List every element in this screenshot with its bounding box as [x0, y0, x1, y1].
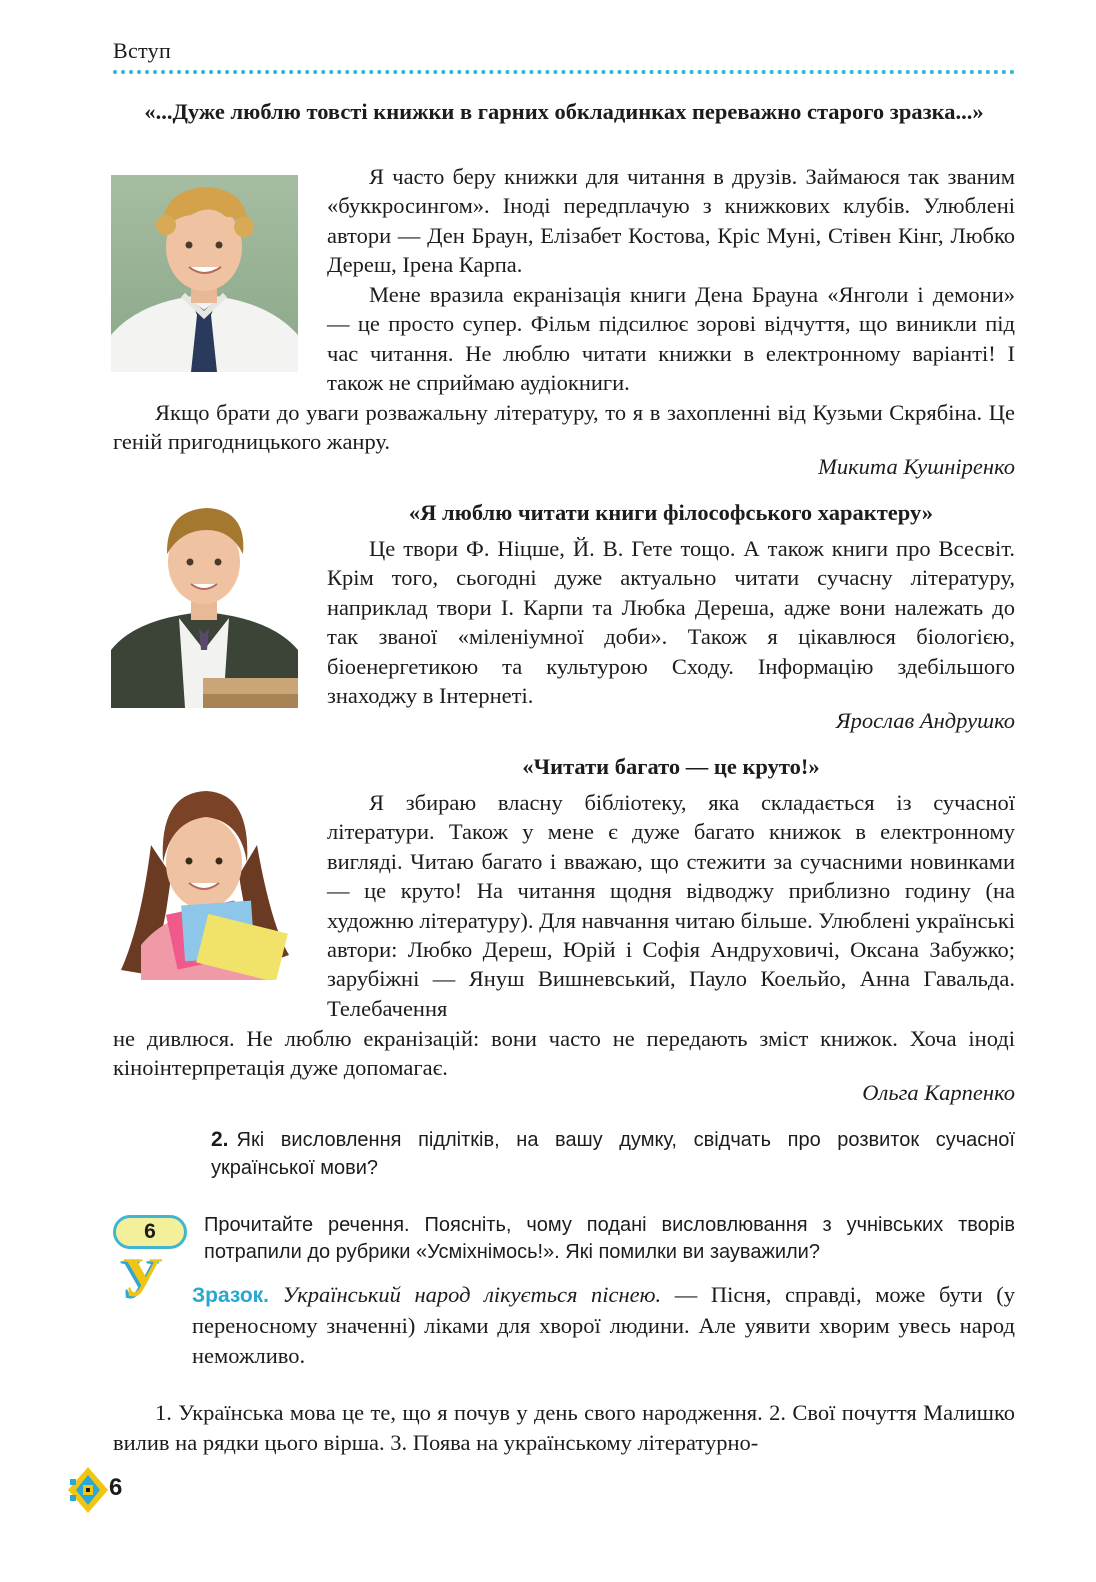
- question-2: [211, 1126, 1015, 1182]
- quote-1-author: Микита Кушніренко: [818, 454, 1015, 479]
- sample-explanation: — Пісня, справді, може бути (у переносному значенні) ліками для хворої людини. Але уявити хворим увесь народ неможливо.: [192, 1282, 1016, 1368]
- task-letter-icon: У: [122, 1247, 164, 1309]
- quote-title-2: «Я люблю читати книги філософського характеру»: [408, 500, 934, 525]
- photo-girl-with-notebooks: [111, 785, 298, 980]
- photo-boy-with-books: [111, 500, 298, 708]
- quote-3-paragraph-1: Я збираю власну бібліотеку, яка складається із сучасної літератури. Також у мене є дуже багато книжок в електронному вигляді. Читаю багато і вважаю, що стежити за сучасними новинками — це круто! На читання щодня відводжу приблизно годину (на художню літературу). Для навчання читаю більше. Улюблені українські автори: Любко Дереш, Юрій і Софія Андруховичі, Оксана Забужко; зарубіжні — Януш Вишневський, Пауло Коельйо, Анна Гавальда. Телебачення: [327, 790, 1015, 1021]
- task-instruction: Прочитайте речення. Поясніть, чому подані висловлювання з учнівських творів потрапили до рубрики «Усміхнімось!». Які помилки ви зауважили?: [204, 1214, 1015, 1263]
- task-sample: [192, 1280, 1015, 1371]
- sample-label: Зразок.: [192, 1284, 270, 1307]
- task-number-badge: 6: [113, 1215, 187, 1249]
- quote-3-author: Ольга Карпенко: [862, 1080, 1015, 1105]
- running-head: Вступ: [113, 38, 172, 63]
- quote-2-author: Ярослав Андрушко: [835, 708, 1015, 733]
- page-ornament-icon: [66, 1465, 110, 1515]
- quote-1-paragraph-3: Якщо брати до уваги розважальну літературу, то я в захопленні від Кузьми Скрябіна. Це геній пригодницького жанру.: [113, 400, 1015, 455]
- quote-3-paragraph-2: не дивлюся. Не люблю екранізацій: вони часто не передають зміст книжок. Хоча іноді кіноінтерпретація дуже допомагає.: [113, 1026, 1015, 1081]
- page-number: 6: [109, 1474, 123, 1501]
- header-dotted-rule: [113, 70, 1015, 74]
- question-text: Які висловлення підлітків, на вашу думку, свідчать про розвиток сучасної української мови?: [211, 1129, 1015, 1179]
- quote-1-paragraph-1: Я часто беру книжки для читання в друзів. Займаюся так званим «буккросингом». Іноді передплачую з книжкових клубів. Улюблені автори — Ден Браун, Елізабет Костова, Кріс Муні, Стівен Кінг, Любко Дереш, Ірена Карпа.: [327, 164, 1015, 278]
- sample-sentence: Український народ лікується піснею.: [282, 1282, 662, 1307]
- exercise-sentences: 1. Українська мова це те, що я почув у день свого народження. 2. Свої почуття Малишко вилив на рядки цього вірша. 3. Поява на українському літературно-: [113, 1400, 1015, 1455]
- quote-title-1: «...Дуже люблю товсті книжки в гарних обкладинках переважно старого зразка...»: [144, 99, 984, 124]
- photo-boy-curly-hair: [111, 175, 298, 372]
- quote-1-paragraph-2: Мене вразила екранізація книги Дена Брауна «Янголи і демони» — це просто супер. Фільм підсилює зорові відчуття, що виникли під час читання. Не люблю читати книжки в електронному варіанті! І також не сприймаю аудіокниги.: [327, 282, 1015, 396]
- question-number: 2.: [211, 1128, 229, 1151]
- quote-2-paragraph-1: Це твори Ф. Ніцше, Й. В. Гете тощо. А також книги про Всесвіт. Крім того, сьогодні дуже актуально читати сучасну літературу, наприклад твори І. Карпи та Любка Дереша, адже вони належать до так званої «міленіумної доби». Також я цікавлюся біологією, біоенергетикою та культурою Сходу. Інформацію здебільшого знаходжу в Інтернеті.: [327, 536, 1015, 709]
- quote-title-3: «Читати багато — це круто!»: [522, 754, 820, 779]
